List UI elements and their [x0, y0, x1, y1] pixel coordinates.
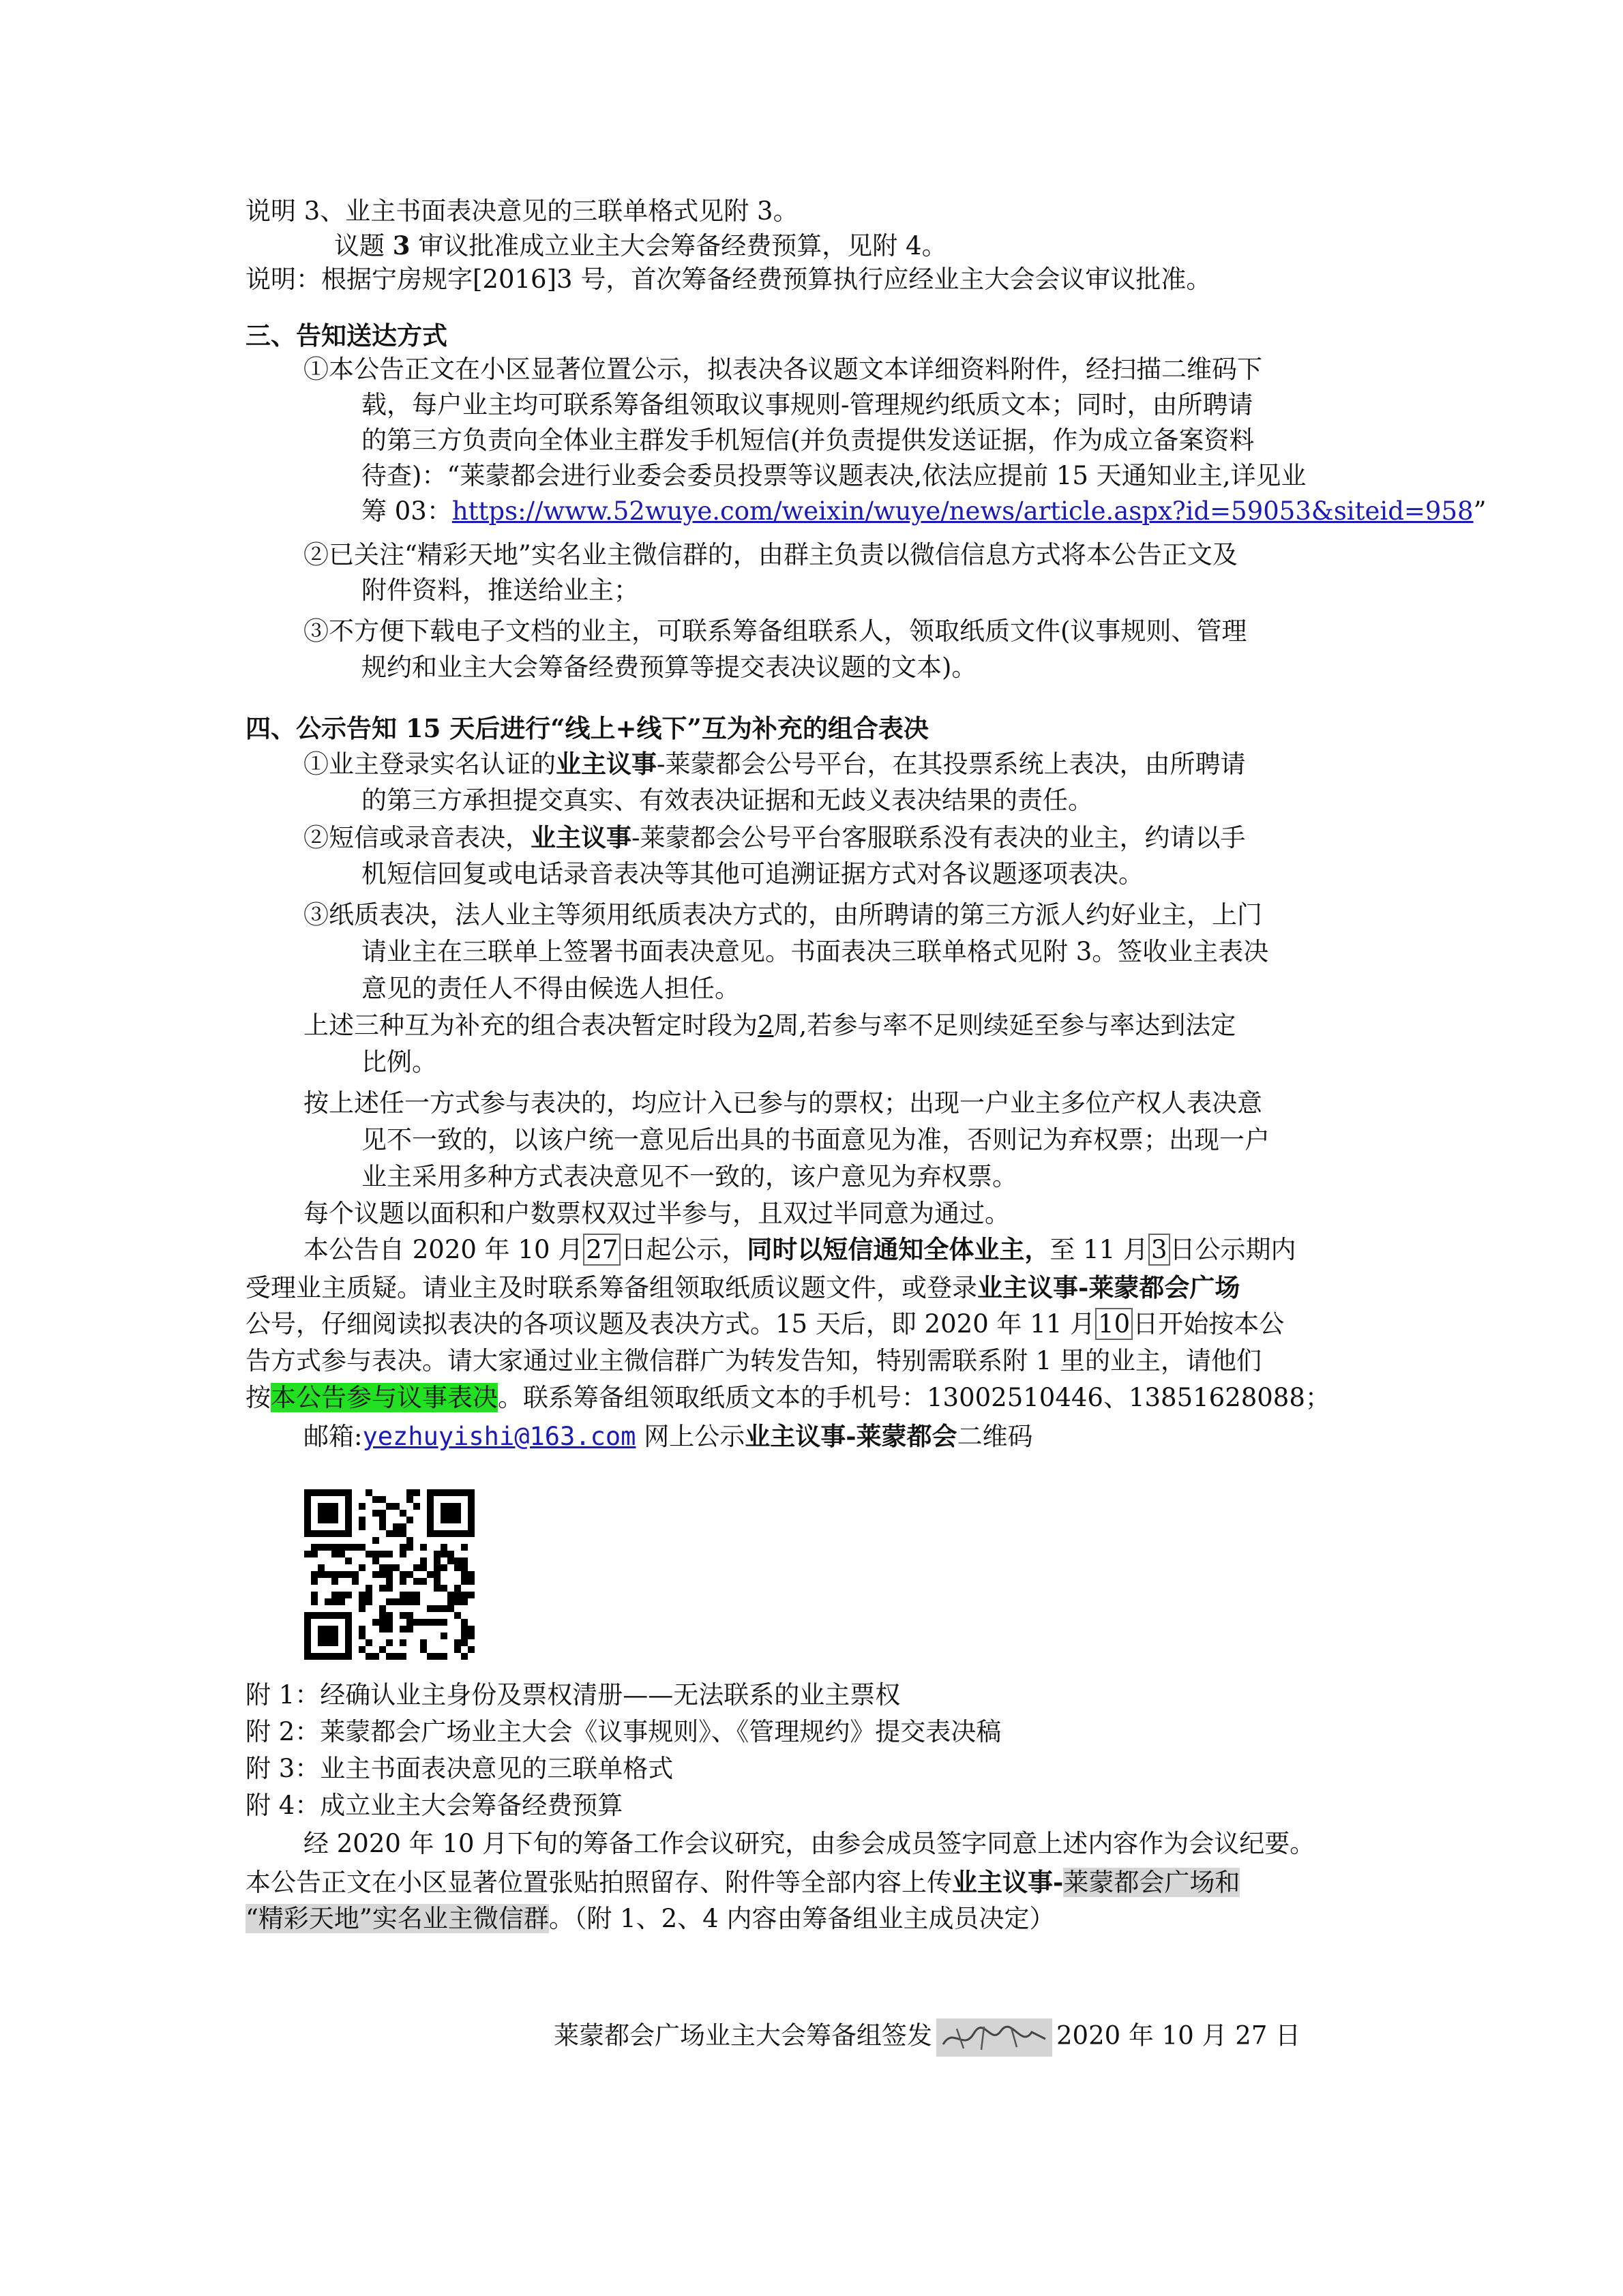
note-budget: 说明：根据宁房规字[2016]3 号，首次筹备经费预算执行应经业主大会会议审议批准。	[245, 265, 1212, 294]
notice-line-5: 按本公告参与议事表决。联系筹备组领取纸质文本的手机号：13002510446、13851628088；	[245, 1383, 1330, 1412]
notice-line-1: 本公告自 2020 年 10 月 27 日起公示，同时以短信通知全体业主，至 11 月 3 日公示期内	[303, 1234, 1296, 1264]
section-4-line-5: ③纸质表决，法人业主等须用纸质表决方式的，由所聘请的第三方派人约好业主，上门	[303, 900, 1262, 929]
section-4-line-4: 机短信回复或电话录音表决等其他可追溯证据方式对各议题逐项表决。	[361, 859, 1144, 889]
section-4-line-3: ②短信或录音表决，业主议事-莱蒙都会公号平台客服联系没有表决的业主，约请以手	[303, 822, 1246, 852]
section-4-line-13: 每个议题以面积和户数票权双过半参与，且双过半同意为通过。	[303, 1199, 1010, 1228]
section-4-line-11: 见不一致的，以该户统一意见后出具的书面意见为准，否则记为弃权票；出现一户	[361, 1125, 1270, 1154]
attachment-1: 附 1：经确认业主身份及票权清册——无法联系的业主票权	[245, 1680, 901, 1710]
note-3: 说明 3、业主书面表决意见的三联单格式见附 3。	[245, 196, 799, 226]
section-3-line-4: 待查)：“莱蒙都会进行业委会委员投票等议题表决,依法应提前 15 天通知业主,详见业	[361, 461, 1307, 490]
section-3-line-6: ②已关注“精彩天地”实名业主微信群的，由群主负责以微信信息方式将本公告正文及	[303, 540, 1238, 569]
attachment-2: 附 2：莱蒙都会广场业主大会《议事规则》、《管理规约》提交表决稿	[245, 1717, 1002, 1746]
section-4-line-12: 业主采用多种方式表决意见不一致的，该户意见为弃权票。	[361, 1162, 1017, 1191]
email-link[interactable]: yezhuyishi@163.com	[362, 1422, 636, 1451]
section-3-line-7: 附件资料，推送给业主；	[361, 576, 639, 605]
minutes-line-1: 经 2020 年 10 月下旬的筹备工作会议研究，由参会成员签字同意上述内容作为会议纪要。	[303, 1829, 1315, 1858]
section-4-line-8: 上述三种互为补充的组合表决暂定时段为2周,若参与率不足则续延至参与率达到法定	[303, 1011, 1236, 1040]
section-3-line-9: 规约和业主大会筹备经费预算等提交表决议题的文本)。	[361, 653, 977, 682]
section-4-line-2: 的第三方承担提交真实、有效表决证据和无歧义表决结果的责任。	[361, 786, 1093, 815]
section-3-line-3: 的第三方负责向全体业主群发手机短信(并负责提供发送证据，作为成立备案资料	[361, 426, 1255, 455]
attachment-4: 附 4：成立业主大会筹备经费预算	[245, 1791, 623, 1820]
notice-line-3: 公号，仔细阅读拟表决的各项议题及表决方式。15 天后，即 2020 年 11 月 10 日开始按本公	[245, 1309, 1285, 1339]
highlight-vote: 本公告参与议事表决	[271, 1383, 498, 1412]
signoff: 莱蒙都会广场业主大会筹备组签发 2020 年 10 月 27 日	[554, 2018, 1300, 2057]
section-4-line-1: ①业主登录实名认证的业主议事-莱蒙都会公号平台，在其投票系统上表决，由所聘请	[303, 749, 1246, 779]
notice-line-2: 受理业主质疑。请业主及时联系筹备组领取纸质议题文件，或登录业主议事-莱蒙都会广场	[245, 1272, 1240, 1302]
minutes-line-2: 本公告正文在小区显著位置张贴拍照留存、附件等全部内容上传业主议事-莱蒙都会广场和	[245, 1867, 1240, 1897]
section-4-line-9: 比例。	[361, 1047, 437, 1077]
section-3-line-5: 筹 03：https://www.52wuye.com/weixin/wuye/news/article.aspx?id=59053&siteid=958”	[361, 496, 1487, 526]
section-3-heading: 三、告知送达方式	[245, 320, 447, 351]
signature-image	[936, 2018, 1052, 2057]
minutes-line-3: “精彩天地”实名业主微信群。（附 1、2、4 内容由筹备组业主成员决定）	[245, 1904, 1055, 1933]
section-4-heading: 四、公示告知 15 天后进行“线上+线下”互为补充的组合表决	[245, 713, 929, 743]
notice-line-4: 告方式参与表决。请大家通过业主微信群广为转发告知，特别需联系附 1 里的业主，请他们	[245, 1346, 1262, 1375]
article-link[interactable]: https://www.52wuye.com/weixin/wuye/news/article.aspx?id=59053&siteid=958	[451, 496, 1474, 526]
topic-3: 议题 3 审议批准成立业主大会筹备经费预算，见附 4。	[334, 230, 947, 260]
section-3-line-2: 载，每户业主均可联系筹备组领取议事规则-管理规约纸质文本；同时，由所聘请	[361, 390, 1253, 419]
attachment-3: 附 3：业主书面表决意见的三联单格式	[245, 1754, 674, 1783]
qr-code[interactable]	[304, 1489, 475, 1660]
section-4-line-6: 请业主在三联单上签署书面表决意见。书面表决三联单格式见附 3。签收业主表决	[361, 937, 1269, 966]
email-line: 邮箱:yezhuyishi@163.com 网上公示业主议事-莱蒙都会二维码	[303, 1421, 1033, 1451]
section-3-line-8: ③不方便下载电子文档的业主，可联系筹备组联系人，领取纸质文件(议事规则、管理	[303, 616, 1247, 646]
section-3-line-1: ①本公告正文在小区显著位置公示，拟表决各议题文本详细资料附件，经扫描二维码下	[303, 355, 1262, 384]
section-4-line-7: 意见的责任人不得由候选人担任。	[361, 974, 740, 1003]
section-4-line-10: 按上述任一方式参与表决的，均应计入已参与的票权；出现一户业主多位产权人表决意	[303, 1088, 1262, 1118]
